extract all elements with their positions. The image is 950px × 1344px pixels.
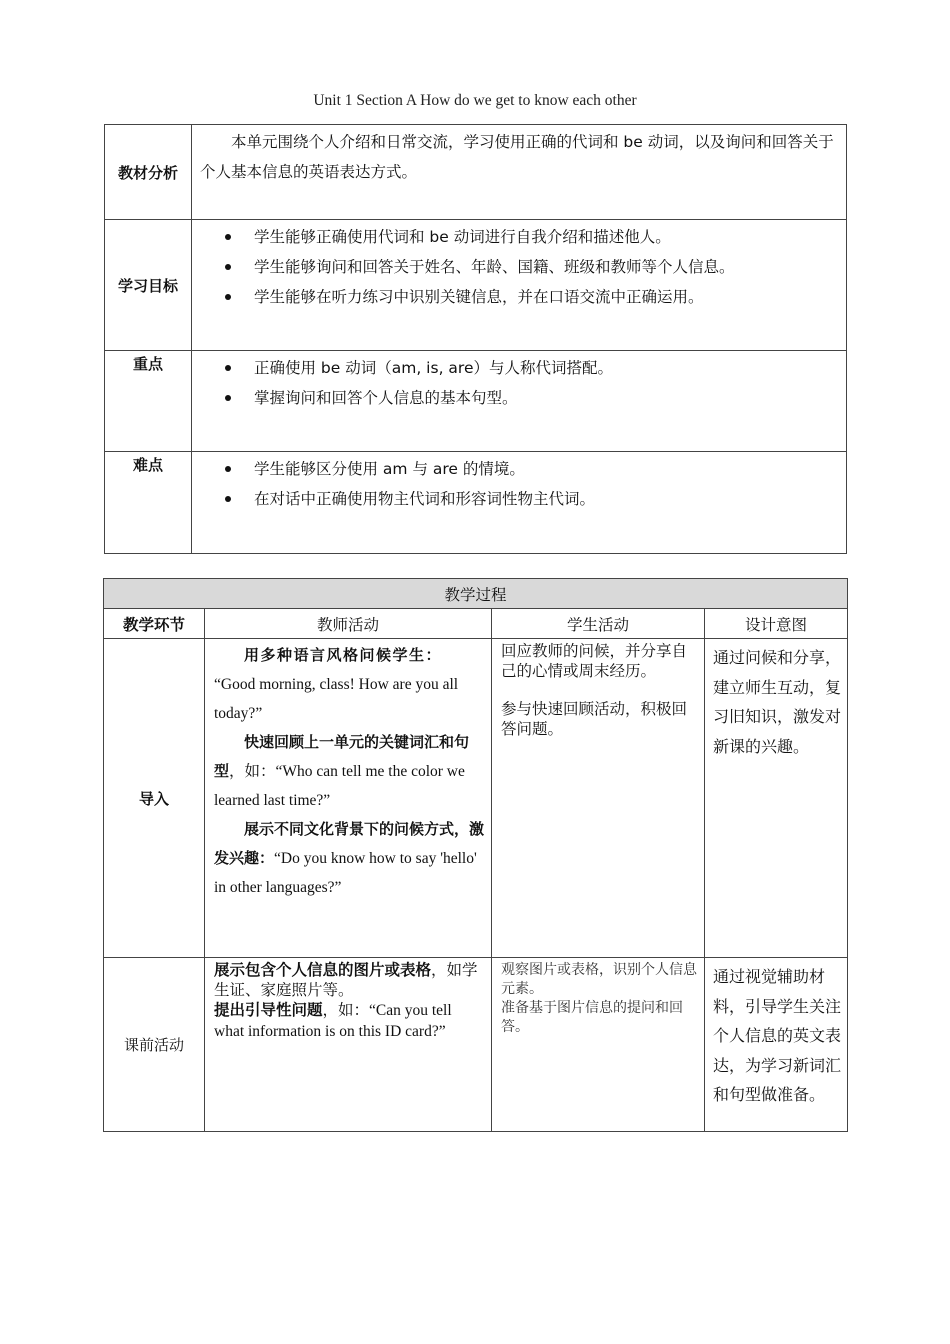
student-activity-cell <box>492 639 705 958</box>
list-item: 学生能够询问和回答关于姓名、年龄、国籍、班级和教师等个人信息。 <box>254 252 846 282</box>
header-teacher: 教师活动 <box>205 609 492 639</box>
list-item: 掌握询问和回答个人信息的基本句型。 <box>254 383 846 413</box>
material-cell <box>192 125 847 220</box>
teacher-activity-bold: 展示包含个人信息的图片或表格 <box>214 961 432 979</box>
teacher-activity-cell <box>205 639 492 958</box>
student-activity-cell <box>492 958 705 1132</box>
student-activity-text: 参与快速回顾活动，积极回答问题。 <box>501 700 688 738</box>
teacher-activity-cell <box>205 958 492 1132</box>
teacher-activity-bold: 展示不同文化背景下的问候方式，激发兴趣： <box>214 820 485 867</box>
objectives-list <box>192 220 846 312</box>
key-points-list <box>192 351 846 413</box>
table-row <box>104 958 848 1132</box>
list-item: 正确使用 be 动词（am, is, are）与人称代词搭配。 <box>254 353 846 383</box>
student-activity-text: 观察图片或表格，识别个人信息元素。 <box>501 962 697 997</box>
teacher-activity-bold: 用多种语言风格问候学生： <box>244 646 443 664</box>
teacher-activity-text: ，如：“Who can tell me the color we learned last time?” <box>214 763 465 809</box>
teacher-activity-bold: 提出引导性问题 <box>214 1001 323 1019</box>
table-row <box>104 639 848 958</box>
list-item: 学生能够区分使用 am 与 are 的情境。 <box>254 454 846 484</box>
objectives-cell <box>192 220 847 351</box>
objectives-label: 学习目标 <box>105 220 192 351</box>
teacher-activity-text: ，如学生证、家庭照片等。 <box>214 961 478 999</box>
teacher-activity-text: ，如：“Can you tell what information is on this ID card?” <box>214 1002 452 1040</box>
key-points-label: 重点 <box>105 351 192 452</box>
teacher-activity-bold: 快速回顾上一单元的关键词汇和句型 <box>214 733 470 780</box>
list-item: 学生能够正确使用代词和 be 动词进行自我介绍和描述他人。 <box>254 222 846 252</box>
intent-cell <box>705 639 848 958</box>
material-label: 教材分析 <box>105 125 192 220</box>
student-activity-text: 回应教师的问候，并分享自己的心情或周末经历。 <box>501 642 688 680</box>
intent-text: 通过视觉辅助材料，引导学生关注个人信息的英文表达，为学习新词汇和句型做准备。 <box>713 967 842 1104</box>
list-item: 学生能够在听力练习中识别关键信息，并在口语交流中正确运用。 <box>254 282 846 312</box>
student-activity-text: 准备基于图片信息的提问和回答。 <box>501 1000 683 1035</box>
teacher-activity-text: “Do you know how to say 'hello' in other languages?” <box>214 850 477 896</box>
material-text: 本单元围绕个人介绍和日常交流，学习使用正确的代词和 be 动词，以及询问和回答关于个人基本信息的英语表达方式。 <box>200 133 834 181</box>
header-intent: 设计意图 <box>705 609 848 639</box>
document-title: Unit 1 Section A How do we get to know each other <box>313 92 637 109</box>
difficulties-cell <box>192 452 847 554</box>
intent-text: 通过问候和分享，建立师生互动，复习旧知识，激发对新课的兴趣。 <box>713 648 842 756</box>
key-points-cell <box>192 351 847 452</box>
stage-cell: 导入 <box>104 639 205 958</box>
header-stage: 教学环节 <box>104 609 205 639</box>
difficulties-label: 难点 <box>105 452 192 554</box>
intent-cell <box>705 958 848 1132</box>
stage-cell: 课前活动 <box>104 958 205 1132</box>
lesson-overview-table <box>104 124 847 554</box>
header-student: 学生活动 <box>492 609 705 639</box>
teacher-activity-text: “Good morning, class! How are you all today?” <box>214 676 459 722</box>
difficulties-list <box>192 452 846 514</box>
list-item: 在对话中正确使用物主代词和形容词性物主代词。 <box>254 484 846 514</box>
process-title: 教学过程 <box>104 579 848 609</box>
teaching-process-table <box>103 578 848 1132</box>
